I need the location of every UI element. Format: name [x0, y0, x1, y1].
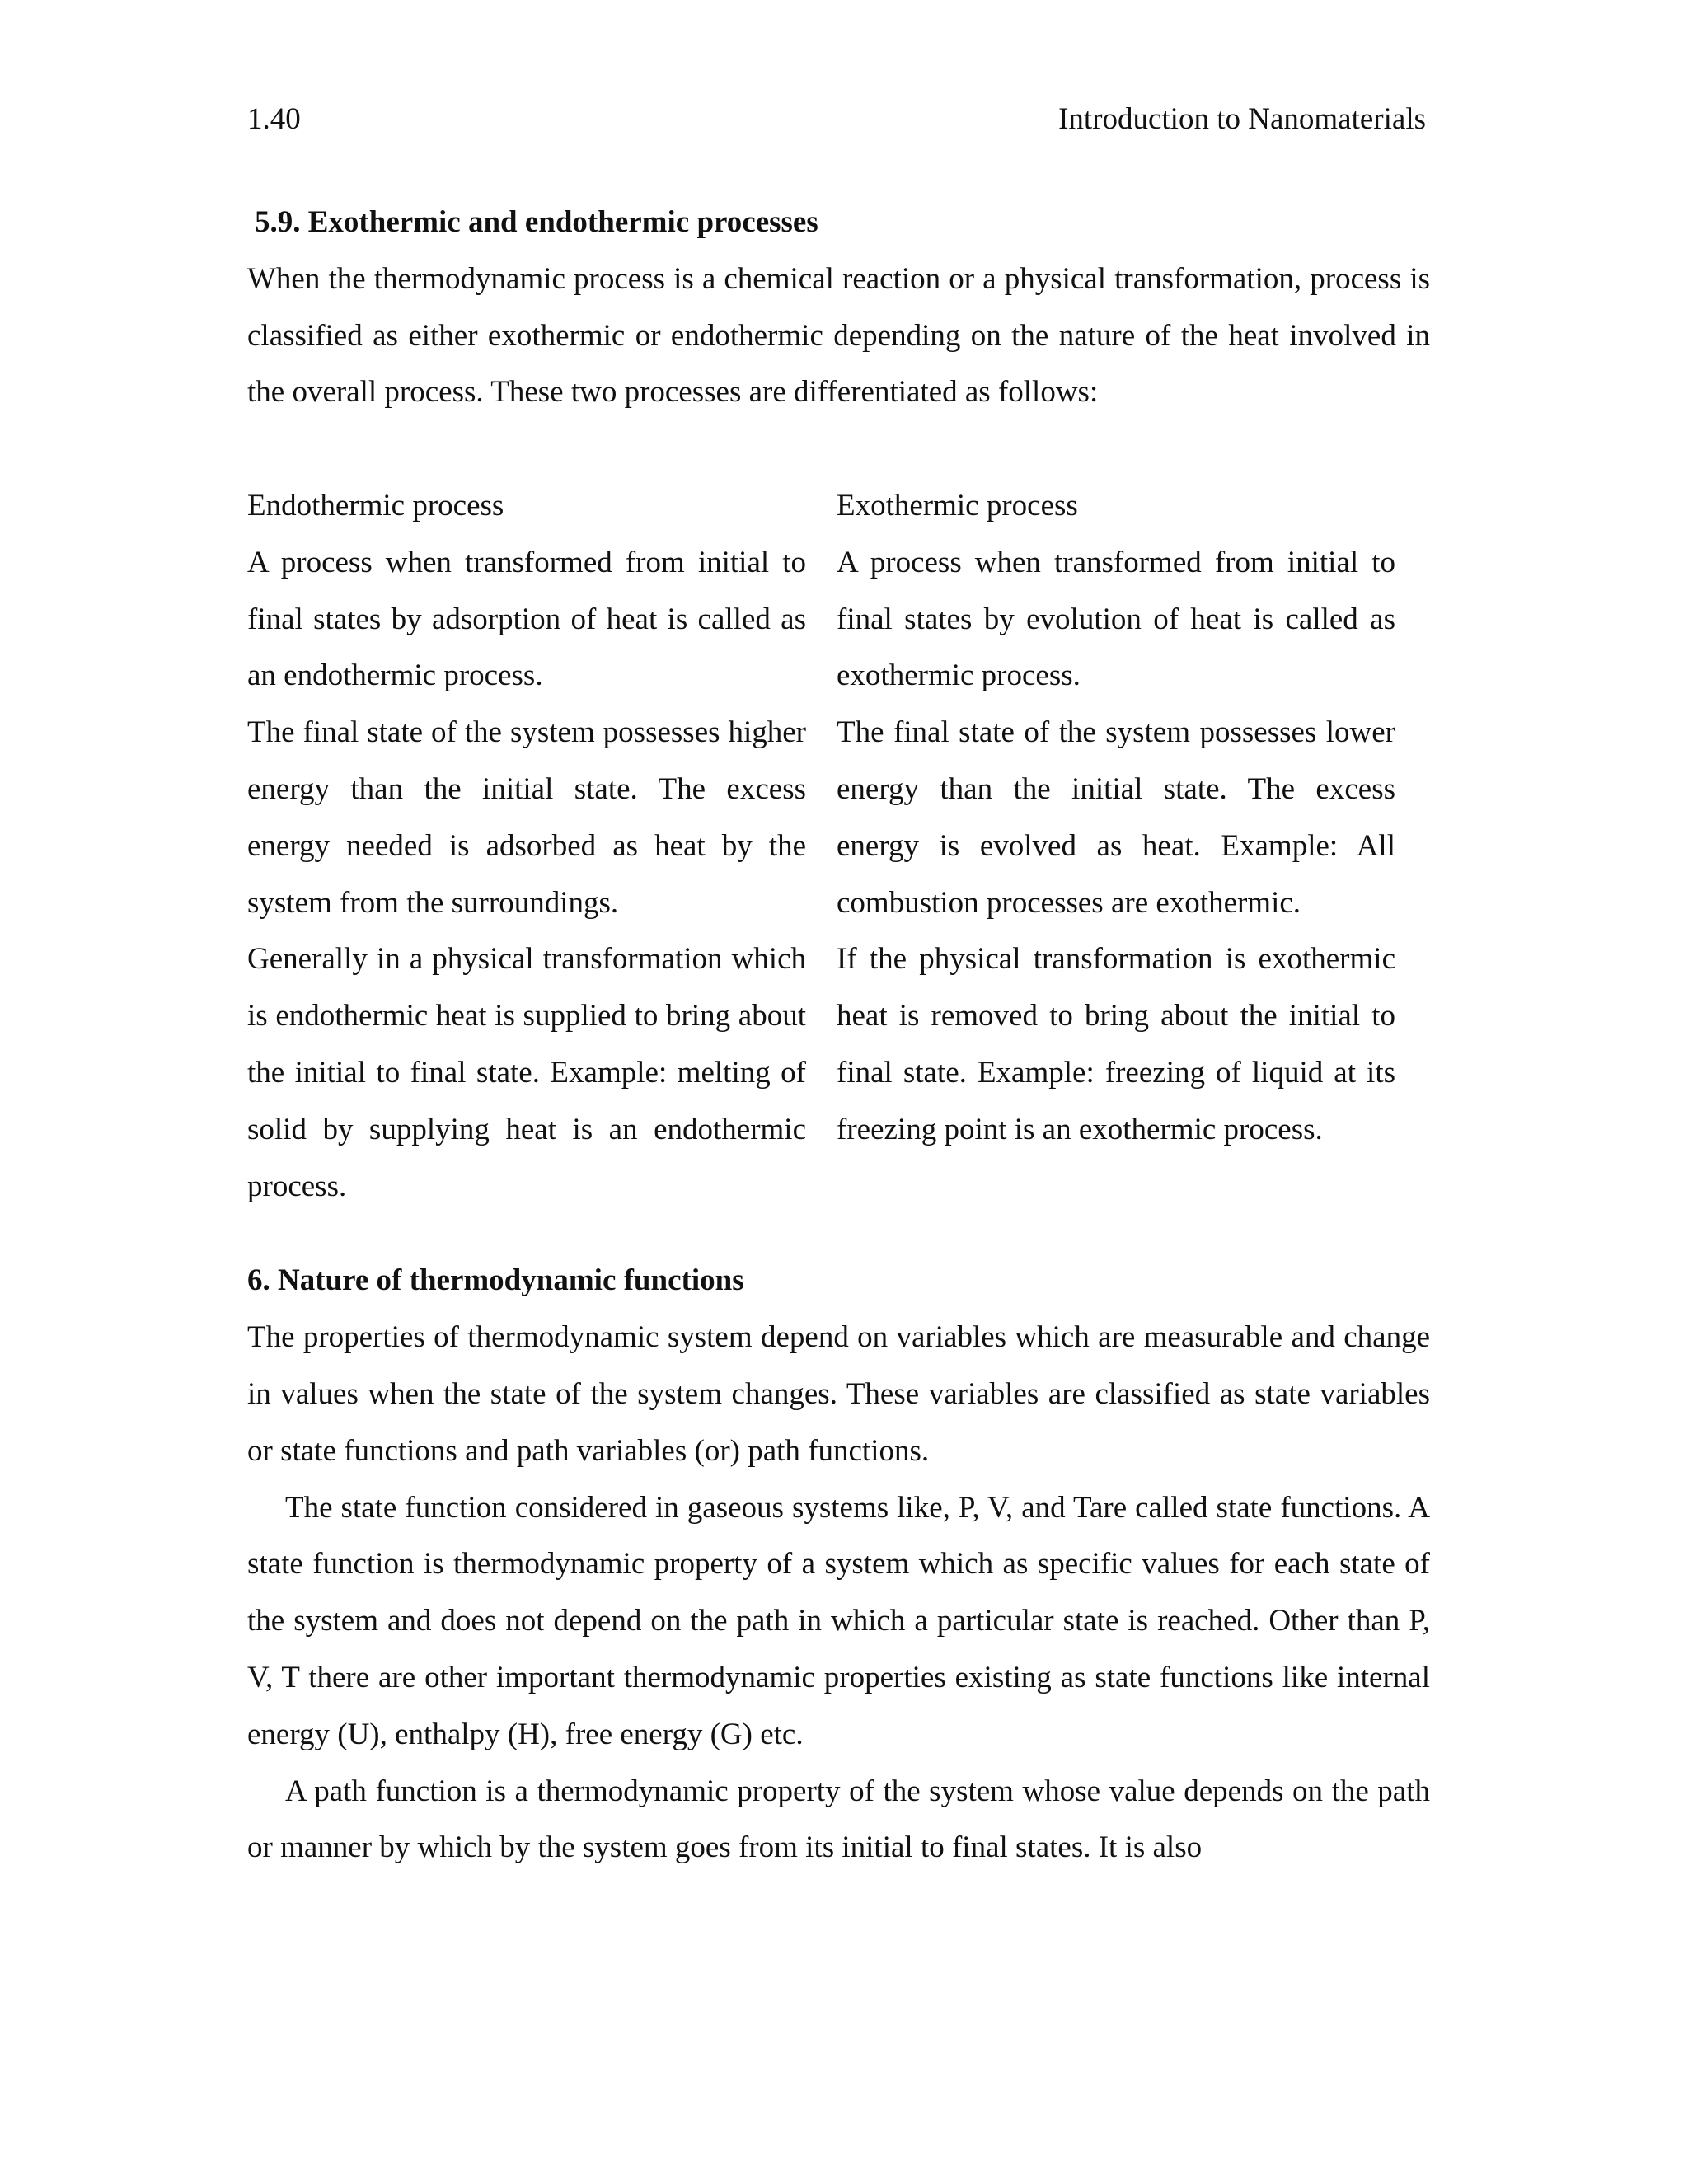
section-6-paragraph-1: The properties of thermodynamic system depend on variables which are measurable and change in values when the state of the system changes. These variables are classified as state variables or state functions and path variables (or) path functions.: [247, 1320, 1430, 1468]
table-header-exothermic: Exothermic process: [837, 488, 1078, 523]
section-heading-6: 6. Nature of thermodynamic functions: [247, 1263, 744, 1298]
table-cell-exothermic-energy: The final state of the system possesses lower energy than the initial state. The excess energy is evolved as heat. Example: All combustion processes are exothermic.: [837, 715, 1395, 920]
table-cell-endothermic-definition: A process when transformed from initial to final states by adsorption of heat is called as an endothermic process.: [247, 545, 806, 693]
spacer: [247, 421, 1430, 478]
section-6-paragraph-3: A path function is a thermodynamic property of the system whose value depends on the path or manner by which by the system goes from its initial to final states. It is also: [247, 1774, 1430, 1865]
section-6-paragraph-2: The state function considered in gaseous systems like, P, V, and Tare called state functions. A state function is thermodynamic property of a system which as specific values for each state of the system and does not depend on the path in which a particular state is reached. Other than P, V, T there are other important thermodynamic properties existing as state functions like internal energy (U), enthalpy (H), free energy (G) etc.: [247, 1490, 1430, 1751]
page-content: [247, 194, 1430, 1877]
page-number: 1.40: [247, 102, 301, 136]
section-5-9-intro: When the thermodynamic process is a chemical reaction or a physical transformation, process is classified as either exothermic or endothermic depending on the nature of the heat involved in the overall process. These two processes are differentiated as follows:: [247, 261, 1430, 410]
table-cell-exothermic-example: If the physical transformation is exothermic heat is removed to bring about the initial to final state. Example: freezing of liquid at its freezing point is an exothermic process.: [837, 942, 1395, 1146]
table-cell-endothermic-example: Generally in a physical transformation which is endothermic heat is supplied to bring about the initial to final state. Example: melting of solid by supplying heat is an endothermic process.: [247, 942, 806, 1203]
section-heading-5-9: 5.9. Exothermic and endothermic processes: [255, 205, 818, 239]
table-cell-endothermic-energy: The final state of the system possesses higher energy than the initial state. The excess energy needed is adsorbed as heat by the system from the surroundings.: [247, 715, 806, 920]
spacer: [247, 1215, 1430, 1253]
comparison-table: [247, 478, 1430, 1215]
table-header-endothermic: Endothermic process: [247, 488, 504, 523]
table-cell-exothermic-definition: A process when transformed from initial to final states by evolution of heat is called as exothermic process.: [837, 545, 1395, 693]
book-title: Introduction to Nanomaterials: [1058, 102, 1426, 136]
